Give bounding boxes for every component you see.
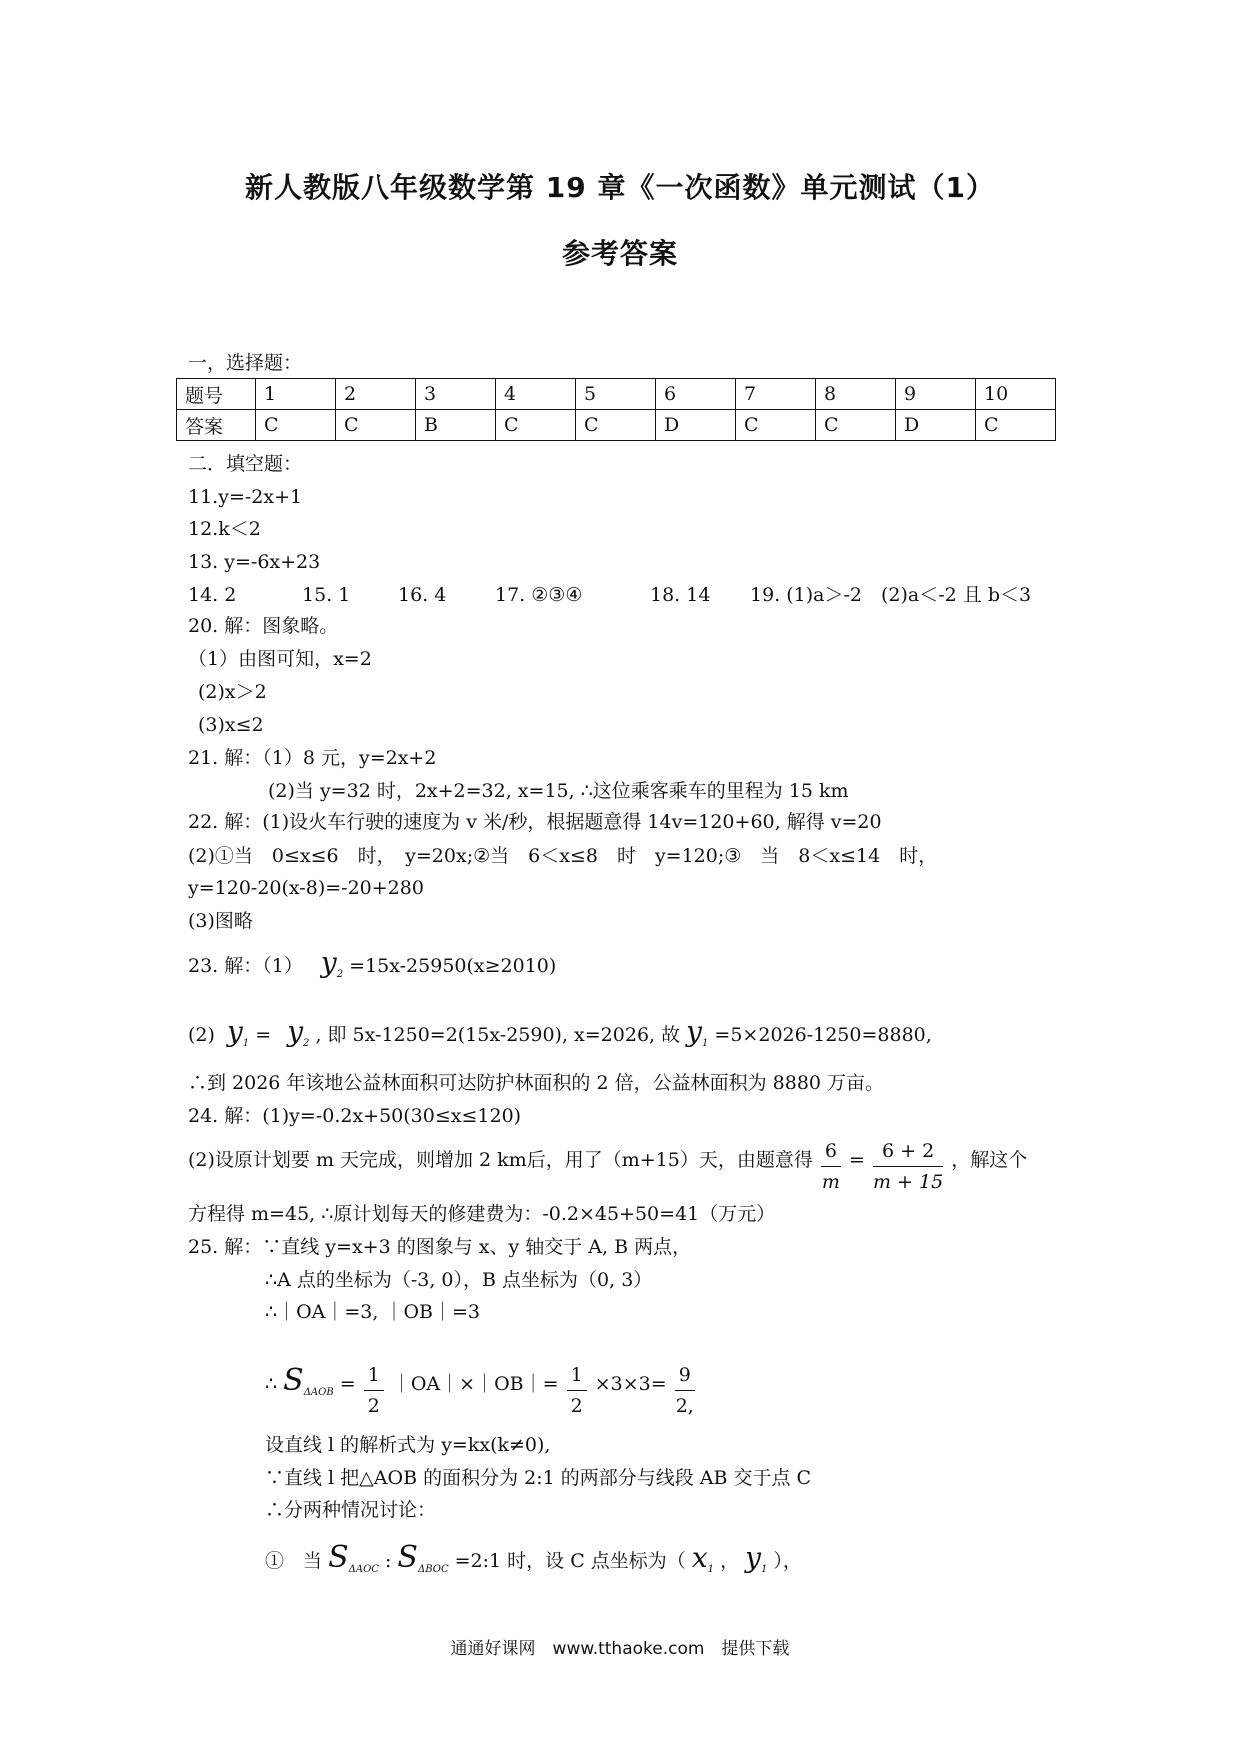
answer-25-area-line <box>265 1360 697 1421</box>
footer-source: 通通好课网 www.tthaoke.com 提供下载 <box>450 1639 790 1659</box>
fraction-denominator: 2, <box>675 1395 694 1417</box>
answer-25-line: 25. 解：∵直线 y=x+3 的图象与 x、y 轴交于 A, B 两点， <box>188 1236 692 1258</box>
case-label: ① 当 <box>265 1550 323 1572</box>
table-cell: D <box>896 410 976 441</box>
table-cell: C <box>736 410 816 441</box>
subscript: ΔAOB <box>303 1386 334 1398</box>
page-title: 新人教版八年级数学第 19 章《一次函数》单元测试（1） <box>245 171 995 204</box>
area-symbol: S <box>283 1363 304 1398</box>
fraction-denominator: m + 15 <box>872 1171 944 1193</box>
fraction-denominator: 2 <box>367 1395 380 1417</box>
table-cell: D <box>656 410 736 441</box>
answer-11: 11.y=-2x+1 <box>188 486 303 508</box>
subscript: ΔBOC <box>417 1563 449 1575</box>
answer-23-line: ∴到 2026 年该地公益林面积可达防护林面积的 2 倍，公益林面积为 8880 万亩。 <box>188 1072 885 1094</box>
answer-15: 15. 1 <box>302 584 351 606</box>
table-cell: 6 <box>656 379 736 410</box>
answer-25-line: ∵直线 l 把△AOB 的面积分为 2:1 的两部分与线段 AB 交于点 C <box>265 1467 812 1489</box>
answer-14: 14. 2 <box>188 584 237 606</box>
equals: = <box>849 1149 865 1171</box>
subscript: 1 <box>760 1563 768 1575</box>
area-expression: ×3×3= <box>594 1373 667 1395</box>
answer-23-equation: , 即 5x-1250=2(15x-2590), x=2026, 故 <box>315 1024 681 1046</box>
y-symbol: y <box>745 1541 761 1574</box>
answer-24-line: 方程得 m=45, ∴原计划每天的修建费为：-0.2×45+50=41（万元） <box>188 1203 776 1225</box>
table-cell: 7 <box>736 379 816 410</box>
answer-24-line: 24. 解：(1)y=-0.2x+50(30≤x≤120) <box>188 1105 522 1127</box>
subscript: 2 <box>303 1037 310 1049</box>
fraction-numerator: 6 + 2 <box>873 1136 943 1167</box>
table-cell: C <box>336 410 416 441</box>
answer-17: 17. ②③④ <box>495 584 583 606</box>
subscript: 2 <box>336 968 344 980</box>
therefore-symbol: ∴ <box>265 1373 278 1395</box>
answer-22-line: 22. 解：(1)设火车行驶的速度为 v 米/秒，根据题意得 14v=120+60, 解得 v=20 <box>188 811 882 833</box>
answer-25-line: ∴分两种情况讨论： <box>265 1499 437 1521</box>
answer-23-line <box>188 1015 932 1057</box>
fraction-denominator: 2 <box>570 1395 583 1417</box>
answer-18: 18. 14 <box>650 584 711 606</box>
table-cell: 4 <box>496 379 576 410</box>
answer-23-result: =5×2026-1250=8880, <box>714 1024 932 1046</box>
y-symbol: y <box>320 946 337 979</box>
answer-22-line: y=120-20(x-8)=-20+280 <box>188 877 424 899</box>
subscript: 1 <box>702 1037 709 1049</box>
answer-20-line: (3)x≤2 <box>198 714 264 736</box>
answer-23-part2: (2) <box>188 1024 215 1046</box>
answer-table <box>176 378 1056 441</box>
subscript: ΔAOC <box>348 1563 379 1575</box>
area-expression: ｜OA｜×｜OB｜= <box>391 1373 559 1395</box>
section-fill-heading: 二．填空题： <box>188 453 303 475</box>
answer-16: 16. 4 <box>398 584 447 606</box>
equals: = <box>339 1373 356 1395</box>
answer-20-line: (2)x＞2 <box>198 681 267 703</box>
section-choice-heading: 一，选择题： <box>188 352 303 374</box>
answer-25-line: ∴｜OA｜=3, ｜OB｜=3 <box>265 1301 481 1323</box>
table-cell: C <box>976 410 1056 441</box>
table-cell: 1 <box>256 379 336 410</box>
table-cell: 10 <box>976 379 1056 410</box>
answer-12: 12.k＜2 <box>188 518 261 540</box>
answer-25-case-line <box>265 1540 802 1583</box>
equals: = <box>255 1024 272 1046</box>
fraction <box>675 1360 695 1421</box>
answer-19: 19. (1)a＞-2 (2)a＜-2 且 b＜3 <box>750 584 1032 606</box>
fraction-numerator: 1 <box>364 1360 384 1391</box>
fraction <box>364 1360 384 1421</box>
answer-20-line: （1）由图可知，x=2 <box>188 648 372 670</box>
fraction <box>821 1136 841 1197</box>
area-symbol: S <box>397 1540 418 1575</box>
fraction-denominator: m <box>821 1171 840 1193</box>
y-symbol: y <box>226 1015 243 1048</box>
case-text: =2:1 时，设 C 点坐标为（ <box>454 1550 686 1572</box>
page-subtitle: 参考答案 <box>561 237 678 270</box>
table-cell: 9 <box>896 379 976 410</box>
answer-25-line: 设直线 l 的解析式为 y=kx(k≠0), <box>265 1434 551 1456</box>
fraction-numerator: 1 <box>567 1360 587 1391</box>
ratio-colon: : <box>384 1550 392 1572</box>
table-cell: 3 <box>416 379 496 410</box>
y-symbol: y <box>686 1015 702 1048</box>
subscript: 1 <box>242 1037 250 1049</box>
fraction <box>873 1136 943 1197</box>
answer-25-line: ∴A 点的坐标为（-3, 0），B 点坐标为（0, 3） <box>265 1269 653 1291</box>
table-cell: 8 <box>816 379 896 410</box>
answer-20-line: 20. 解：图象略。 <box>188 615 339 637</box>
table-cell: 5 <box>576 379 656 410</box>
table-cell: B <box>416 410 496 441</box>
fraction-numerator: 6 <box>821 1136 841 1167</box>
comma: ， <box>720 1550 740 1572</box>
table-row-label: 答案 <box>177 410 256 441</box>
answer-22-line: (3)图略 <box>188 910 253 932</box>
table-row <box>177 410 1056 441</box>
table-cell: C <box>256 410 336 441</box>
case-text-end: ）， <box>773 1550 802 1572</box>
area-symbol: S <box>328 1540 349 1575</box>
answer-21-line: 21. 解：（1）8 元，y=2x+2 <box>188 747 437 769</box>
answer-13: 13. y=-6x+23 <box>188 551 321 573</box>
answer-23-prefix: 23. 解：（1） <box>188 955 303 977</box>
answer-24-line <box>188 1136 1027 1197</box>
fraction <box>567 1360 587 1421</box>
table-cell: C <box>496 410 576 441</box>
answer-22-line: (2)①当 0≤x≤6 时， y=20x;②当 6＜x≤8 时 y=120;③ 当 8＜x≤14 时， <box>188 845 938 867</box>
y-symbol: y <box>287 1015 304 1048</box>
table-cell: C <box>576 410 656 441</box>
table-row <box>177 379 1056 410</box>
answer-23-line <box>188 946 557 988</box>
answer-24-text-end: ，解这个 <box>951 1149 1028 1171</box>
table-row-label: 题号 <box>177 379 256 410</box>
answer-21-line: (2)当 y=32 时，2x+2=32, x=15, ∴这位乘客乘车的里程为 15 km <box>268 780 849 802</box>
x-symbol: x <box>691 1541 708 1574</box>
subscript: 1 <box>707 1563 715 1575</box>
table-cell: C <box>816 410 896 441</box>
fraction-numerator: 9 <box>675 1360 695 1391</box>
answer-24-text: (2)设原计划要 m 天完成，则增加 2 km后，用了（m+15）天，由题意得 <box>188 1149 813 1171</box>
answer-23-formula: =15x-25950(x≥2010) <box>349 955 557 977</box>
table-cell: 2 <box>336 379 416 410</box>
